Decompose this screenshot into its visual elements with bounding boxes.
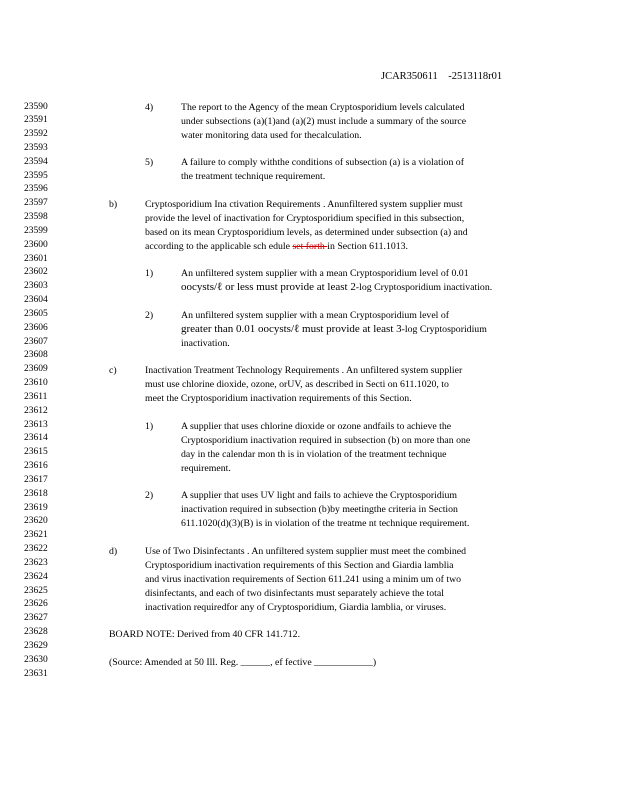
item-number: 1) <box>145 268 154 279</box>
item-number: 4) <box>145 102 154 113</box>
line-number: 23622 <box>24 544 48 555</box>
text-line: Cryptosporidium inactivation requirements of this Section and Giardia lamblia <box>145 560 454 571</box>
line-number: 23618 <box>24 488 48 499</box>
text-line: and virus inactivation requirements of Section 611.241 using a minim um of two <box>145 574 462 585</box>
item-number: 5) <box>145 157 154 168</box>
line-number: 23617 <box>24 474 48 485</box>
line-number: 23626 <box>24 599 48 610</box>
text-line: The report to the Agency of the mean Cryptosporidium levels calculated <box>181 102 465 113</box>
line-number: 23591 <box>24 115 48 126</box>
line-number: 23613 <box>24 419 48 430</box>
text-line: oocysts/ℓ or less must provide at least 2-log Cryptosporidium inactivation. <box>181 281 493 293</box>
line-number: 23590 <box>24 101 48 112</box>
text-line: provide the level of inactivation for Cryptosporidium specified in this subsection, <box>145 213 465 224</box>
text-line: according to the applicable sch edule set forth in Section 611.1013. <box>145 241 408 252</box>
text-line: disinfectants, and each of two disinfectants must separately achieve the total <box>145 588 444 599</box>
line-number: 23603 <box>24 281 48 292</box>
line-number: 23598 <box>24 212 48 223</box>
text-line: Cryptosporidium Ina ctivation Requirements . Anunfiltered system supplier must <box>145 199 463 210</box>
line-number: 23625 <box>24 585 48 596</box>
line-number: 23599 <box>24 225 48 236</box>
subsection-label: d) <box>109 546 118 557</box>
line-number: 23616 <box>24 461 48 472</box>
line-number: 23614 <box>24 433 48 444</box>
line-number: 23615 <box>24 447 48 458</box>
item-number: 1) <box>145 421 154 432</box>
text-line: Use of Two Disinfectants . An unfiltered system supplier must meet the combined <box>145 546 467 557</box>
text-line: Inactivation Treatment Technology Requirements . An unfiltered system supplier <box>145 365 463 376</box>
line-number: 23602 <box>24 267 48 278</box>
line-number: 23620 <box>24 516 48 527</box>
line-number: 23607 <box>24 336 48 347</box>
line-number: 23612 <box>24 405 48 416</box>
line-number: 23627 <box>24 613 48 624</box>
text-line: A supplier that uses chlorine dioxide or ozone andfails to achieve the <box>181 421 452 432</box>
line-number: 23608 <box>24 350 48 361</box>
text-line: requirement. <box>181 463 231 474</box>
line-number: 23604 <box>24 295 48 306</box>
text-line: under subsections (a)(1)and (a)(2) must include a summary of the source <box>181 116 467 127</box>
line-number: 23611 <box>24 391 48 402</box>
text-line: based on its mean Cryptosporidium levels, as determined under subsection (a) and <box>145 227 468 238</box>
line-number: 23596 <box>24 184 48 195</box>
text-line: inactivation requiredfor any of Cryptosporidium, Giardia lamblia, or viruses. <box>145 602 447 613</box>
line-number: 23621 <box>24 530 48 541</box>
text-line: An unfiltered system supplier with a mean Cryptosporidium level of 0.01 <box>181 268 469 279</box>
text-line: A supplier that uses UV light and fails to achieve the Cryptosporidium <box>181 490 457 501</box>
text-line: meet the Cryptosporidium inactivation requirements of this Section. <box>145 393 412 404</box>
text-line: inactivation required in subsection (b)by meetingthe criteria in Section <box>181 504 458 515</box>
line-number: 23592 <box>24 129 48 140</box>
document-header: JCAR350611 -2513118r01 <box>381 71 503 82</box>
line-number: 23593 <box>24 142 48 153</box>
text-line: Cryptosporidium inactivation required in subsection (b) on more than one <box>181 435 471 446</box>
line-number: 23629 <box>24 640 48 651</box>
line-number: 23594 <box>24 156 48 167</box>
line-number: 23619 <box>24 502 48 513</box>
source-note: (Source: Amended at 50 Ill. Reg. ______, ef fective ____________) <box>109 657 377 668</box>
board-note: BOARD NOTE: Derived from 40 CFR 141.712. <box>109 629 301 640</box>
line-number: 23628 <box>24 627 48 638</box>
line-number: 23623 <box>24 557 48 568</box>
line-number: 23597 <box>24 198 48 209</box>
line-number: 23609 <box>24 364 48 375</box>
item-number: 2) <box>145 310 154 321</box>
subsection-label: b) <box>109 199 118 210</box>
line-number: 23624 <box>24 571 48 582</box>
line-number: 23630 <box>24 654 48 665</box>
subsection-label: c) <box>109 365 117 376</box>
text-line: the treatment technique requirement. <box>181 171 326 182</box>
text-line: must use chlorine dioxide, ozone, orUV, as described in Secti on 611.1020, to <box>145 379 449 390</box>
line-number: 23595 <box>24 170 48 181</box>
line-number: 23600 <box>24 239 48 250</box>
text-line: An unfiltered system supplier with a mean Cryptosporidium level of <box>181 310 450 321</box>
deleted-text: set forth <box>292 241 328 252</box>
text-line: A failure to comply withthe conditions of subsection (a) is a violation of <box>181 157 464 168</box>
text-line: greater than 0.01 oocysts/ℓ must provide at least 3-log Cryptosporidium <box>181 323 487 335</box>
text-line: day in the calendar mon th is in violation of the treatment technique <box>181 449 447 460</box>
line-number: 23601 <box>24 253 48 264</box>
line-number: 23610 <box>24 378 48 389</box>
line-number: 23606 <box>24 322 48 333</box>
item-number: 2) <box>145 490 154 501</box>
text-line: 611.1020(d)(3)(B) is in violation of the treatme nt technique requirement. <box>181 518 470 529</box>
text-line: inactivation. <box>181 338 230 349</box>
line-number: 23631 <box>24 668 48 679</box>
line-number: 23605 <box>24 308 48 319</box>
text-line: water monitoring data used for thecalculation. <box>181 130 362 141</box>
